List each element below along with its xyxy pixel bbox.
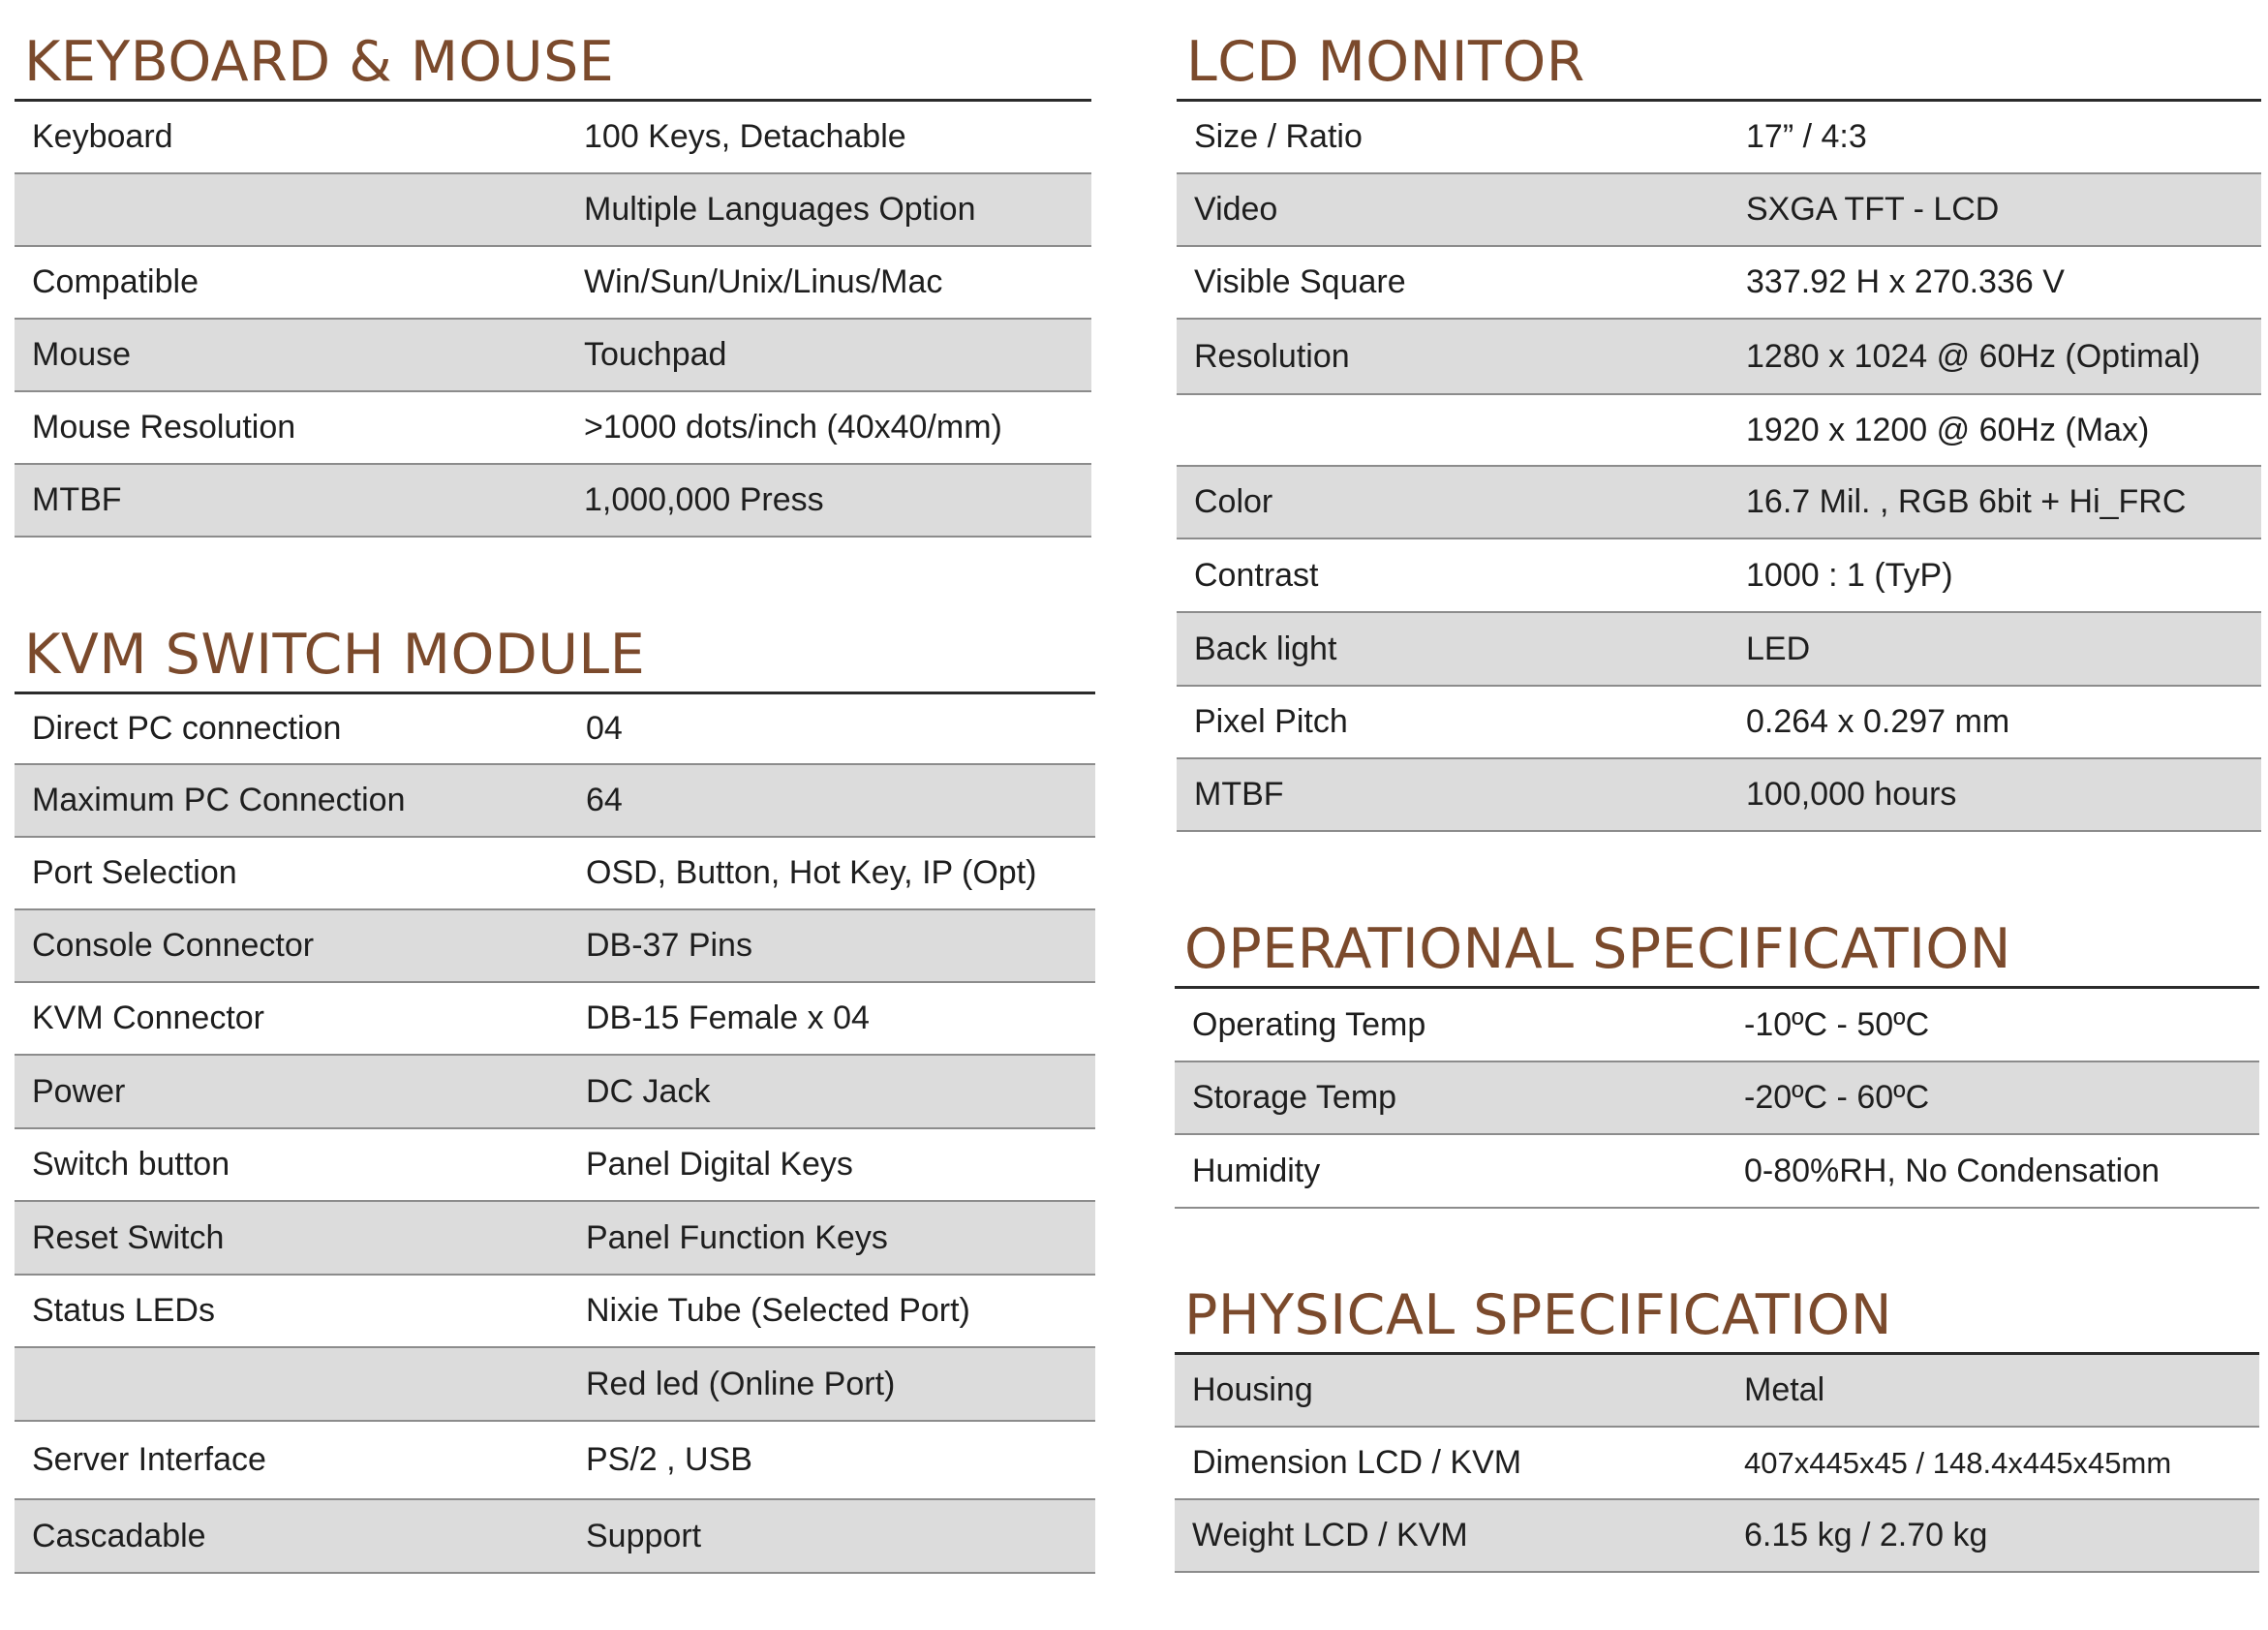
section-title: KEYBOARD & MOUSE (24, 30, 615, 94)
spec-row (15, 1276, 1095, 1348)
spec-row (15, 174, 1091, 247)
spec-label: Back light (1194, 630, 1337, 667)
spec-value: Multiple Languages Option (584, 191, 976, 228)
spec-label: Housing (1192, 1371, 1313, 1408)
spec-value: Panel Digital Keys (586, 1146, 853, 1183)
spec-value: 0.264 x 0.297 mm (1746, 703, 2010, 740)
spec-value: 337.92 H x 270.336 V (1746, 263, 2065, 300)
spec-row (1177, 247, 2261, 320)
spec-value: DB-15 Female x 04 (586, 1000, 870, 1036)
keyboard-mouse-table (15, 102, 1091, 538)
spec-row (15, 765, 1095, 838)
spec-row (1175, 1135, 2259, 1209)
section-title: PHYSICAL SPECIFICATION (1184, 1283, 1892, 1347)
spec-value: 1920 x 1200 @ 60Hz (Max) (1746, 411, 2150, 448)
spec-label: MTBF (32, 481, 122, 518)
section-title: OPERATIONAL SPECIFICATION (1184, 917, 2011, 981)
spec-row (1175, 989, 2259, 1062)
spec-row (15, 1348, 1095, 1422)
lcd-monitor-table (1177, 102, 2261, 832)
spec-row (15, 392, 1091, 465)
spec-label: Reset Switch (32, 1218, 225, 1256)
spec-row (15, 465, 1091, 538)
spec-label: Weight LCD / KVM (1192, 1517, 1468, 1553)
spec-value: 0-80%RH, No Condensation (1744, 1152, 2161, 1189)
spec-row (15, 983, 1095, 1056)
spec-value: 1280 x 1024 @ 60Hz (Optimal) (1746, 337, 2201, 375)
physical-spec-section (1175, 1280, 2259, 1573)
operational-spec-table (1175, 989, 2259, 1209)
spec-row (1175, 1355, 2259, 1428)
spec-row (15, 1500, 1095, 1574)
spec-label: Console Connector (32, 927, 315, 964)
spec-row (1177, 467, 2261, 539)
spec-label: Server Interface (32, 1441, 266, 1478)
spec-row (15, 102, 1091, 174)
spec-value: -10ºC - 50ºC (1744, 1005, 1930, 1043)
spec-row (15, 1202, 1095, 1276)
spec-label: MTBF (1194, 776, 1284, 813)
spec-value: Win/Sun/Unix/Linus/Mac (584, 263, 943, 300)
spec-row (1177, 759, 2261, 832)
spec-label: Keyboard (32, 118, 173, 155)
spec-label: Size / Ratio (1194, 118, 1363, 155)
spec-value: -20ºC - 60ºC (1744, 1079, 1930, 1116)
spec-value: 16.7 Mil. , RGB 6bit + Hi_FRC (1746, 483, 2187, 520)
lcd-monitor-section (1177, 27, 2261, 832)
spec-row (1177, 613, 2261, 687)
spec-label: Status LEDs (32, 1292, 215, 1329)
spec-value: 1000 : 1 (TyP) (1746, 556, 1953, 594)
spec-row (1177, 174, 2261, 247)
spec-value: >1000 dots/inch (40x40/mm) (584, 409, 1002, 446)
spec-row (15, 1056, 1095, 1129)
spec-label: Port Selection (32, 854, 237, 891)
spec-row (1175, 1500, 2259, 1573)
spec-value: PS/2 , USB (586, 1441, 752, 1478)
spec-value: Touchpad (584, 336, 727, 373)
spec-label: Cascadable (32, 1517, 206, 1554)
spec-value: DC Jack (586, 1072, 711, 1110)
spec-value: 17” / 4:3 (1746, 118, 1867, 155)
spec-value: Red led (Online Port) (586, 1365, 896, 1402)
section-title: KVM SWITCH MODULE (24, 623, 646, 687)
spec-row (1175, 1428, 2259, 1500)
spec-value: 6.15 kg / 2.70 kg (1744, 1517, 1988, 1553)
spec-value: 04 (586, 710, 623, 747)
spec-row (1177, 539, 2261, 613)
spec-value: Support (586, 1517, 702, 1554)
spec-row (1177, 687, 2261, 759)
spec-label: Video (1194, 191, 1278, 228)
spec-value: Nixie Tube (Selected Port) (586, 1292, 970, 1329)
spec-label: Humidity (1192, 1152, 1321, 1189)
physical-spec-table (1175, 1355, 2259, 1573)
spec-row (1177, 395, 2261, 467)
spec-row (15, 838, 1095, 910)
spec-label: Storage Temp (1192, 1079, 1397, 1116)
spec-label: Visible Square (1194, 263, 1406, 300)
spec-row (15, 1422, 1095, 1500)
spec-row (15, 910, 1095, 983)
spec-label: Mouse (32, 336, 132, 373)
spec-row (1177, 102, 2261, 174)
spec-label: Mouse Resolution (32, 409, 296, 446)
spec-value: 1,000,000 Press (584, 481, 824, 518)
spec-row (1175, 1062, 2259, 1135)
spec-label: Direct PC connection (32, 710, 342, 747)
spec-label: Compatible (32, 263, 199, 300)
spec-row (15, 320, 1091, 392)
spec-row (15, 247, 1091, 320)
operational-spec-section (1175, 914, 2259, 1209)
spec-label: Dimension LCD / KVM (1192, 1444, 1522, 1481)
spec-row (15, 1129, 1095, 1202)
section-title: LCD MONITOR (1186, 30, 1585, 94)
spec-label: Switch button (32, 1146, 230, 1183)
spec-label: KVM Connector (32, 1000, 264, 1036)
spec-value: Metal (1744, 1371, 1825, 1408)
spec-value: 100,000 hours (1746, 776, 1957, 813)
keyboard-mouse-section (15, 27, 1091, 538)
spec-row (1177, 320, 2261, 395)
spec-label: Maximum PC Connection (32, 782, 406, 818)
spec-row (15, 694, 1095, 765)
spec-value: OSD, Button, Hot Key, IP (Opt) (586, 854, 1037, 891)
spec-value: SXGA TFT - LCD (1746, 191, 2000, 228)
kvm-switch-table (15, 694, 1095, 1574)
spec-value: DB-37 Pins (586, 927, 752, 964)
spec-value: Panel Function Keys (586, 1218, 888, 1256)
spec-label: Power (32, 1072, 126, 1110)
spec-label: Color (1194, 483, 1273, 520)
spec-value: 407x445x45 / 148.4x445x45mm (1744, 1445, 2172, 1480)
spec-value: LED (1746, 630, 1811, 667)
spec-value: 100 Keys, Detachable (584, 118, 906, 155)
spec-label: Operating Temp (1192, 1005, 1426, 1043)
spec-label: Pixel Pitch (1194, 703, 1348, 740)
spec-label: Resolution (1194, 337, 1350, 375)
spec-label: Contrast (1194, 556, 1319, 594)
kvm-switch-section (15, 620, 1095, 1574)
spec-value: 64 (586, 782, 623, 818)
